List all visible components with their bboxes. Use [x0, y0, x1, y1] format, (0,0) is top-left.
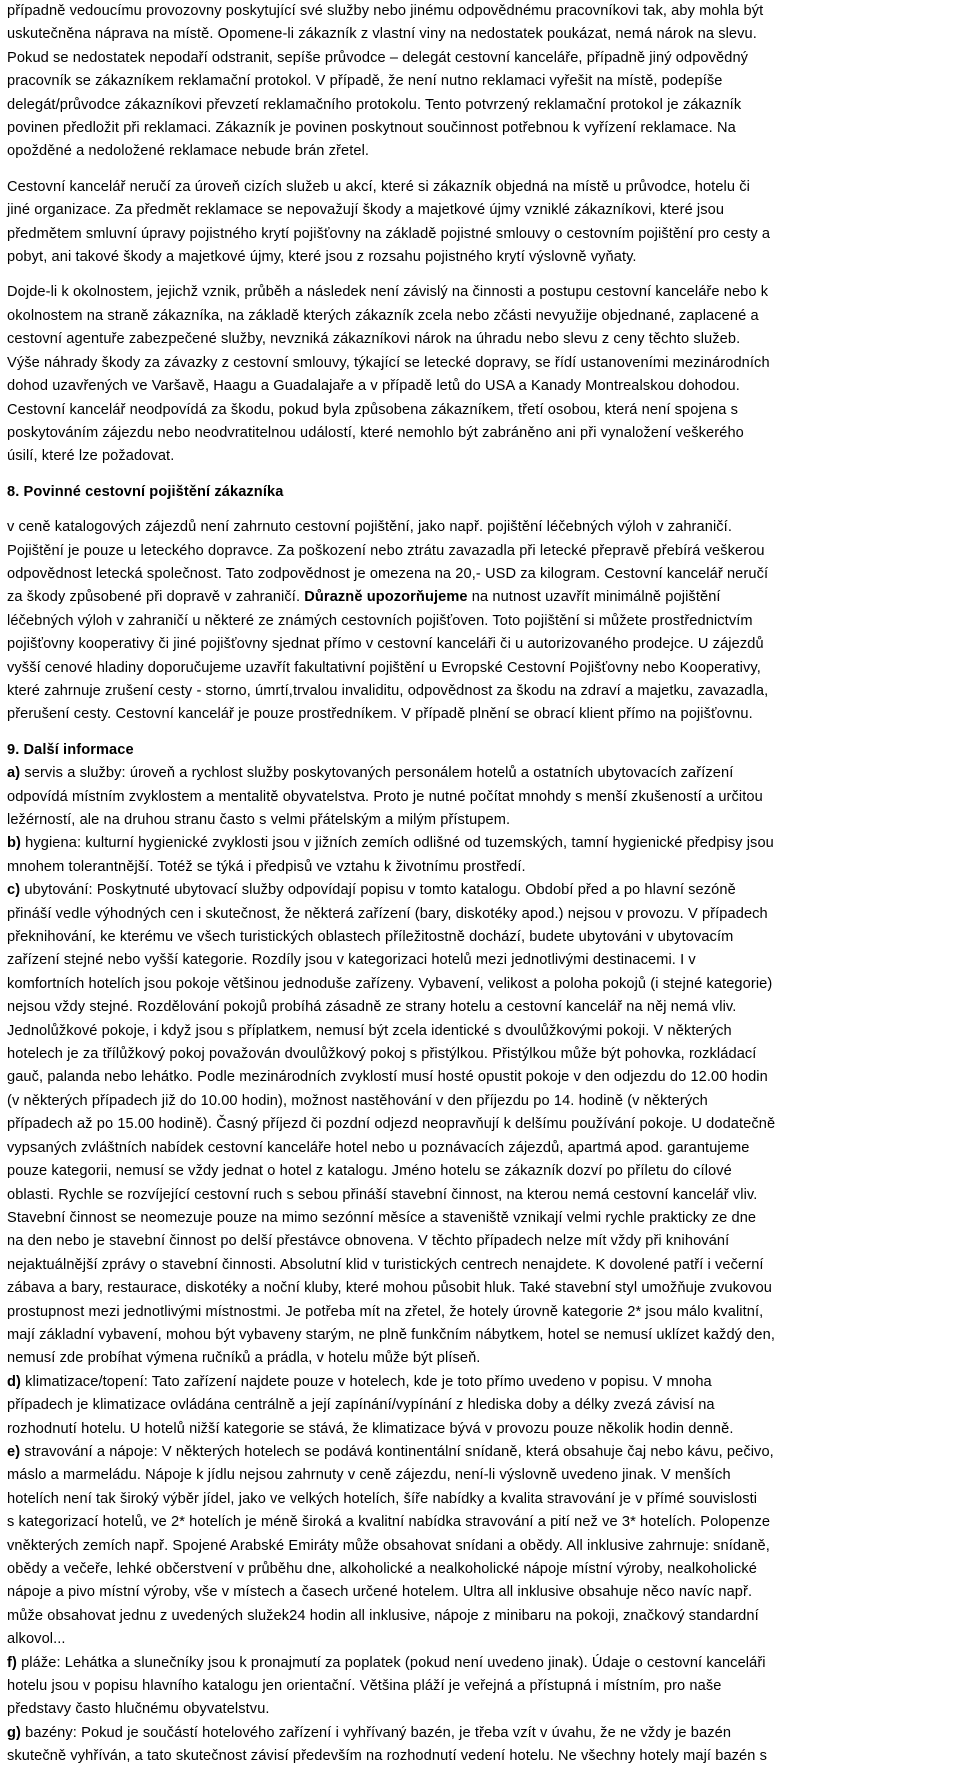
info-item [7, 1652, 952, 1722]
text-line: Stavební činnost se neomezuje pouze na mimo sezónní měsíce a staveniště vznikají velmi rychle prakticky ze dne [7, 1209, 757, 1226]
text-line: úsilí, které lze požadovat. [7, 448, 175, 465]
text-fragment: bazény: Pokud je součástí hotelového zařízení i vyhřívaný bazén, je třeba vzít v úvahu, že ne vždy je bazén [20, 1724, 732, 1741]
text-line: nápoje a pivo místní výroby, vše v místech a časech určené hotelem. Ultra all inklusive obsahuje něco navíc např. [7, 1584, 753, 1601]
text-fragment: na nutnost uzavřít minimálně pojištění [467, 589, 721, 606]
text-line: nemusí zde probíhat výmena ručníků a prádla, v hotelu může být plíseň. [7, 1350, 481, 1367]
section-8-heading: 8. Povinné cestovní pojištění zákazníka [7, 483, 284, 500]
text-line: poskytováním zájezdu nebo neodvratitelnou událostí, které nemohlo být zabráněno ani při vynaložení veškerého [7, 424, 744, 441]
info-item-first-line [7, 1441, 952, 1464]
text-line: gauč, palanda nebo lehátko. Podle mezinárodních zvyklostí musí hosté opustit pokoje v den odjezdu do 12.00 hodin [7, 1069, 768, 1086]
text-line: zařízení stejné nebo vyšší kategorie. Rozdíly jsou v kategorizaci hotelů mezi jednotlivými destinacemi. I v [7, 952, 696, 969]
emphasis-text: Důrazně upozorňujeme [304, 589, 468, 606]
text-line: vypsaných zvláštních nabídek cestovní kanceláře hotel nebo u poznávacích zájezdů, apartmá apod. garantujeme [7, 1139, 750, 1156]
text-line: hotelech je za třílůžkový pokoj považován dvoulůžkový pokoj s přistýlkou. Přistýlkou může být pohovka, rozkládací [7, 1046, 757, 1063]
text-fragment: klimatizace/topení: Tato zařízení najdete pouze v hotelech, kde je toto přímo uvedeno v popisu. V mnoha [20, 1373, 712, 1390]
text-line: rozhodnutí hotelu. U hotelů nižší kategorie se stává, že klimatizace bývá v provozu pouze několik hodin denně. [7, 1420, 734, 1437]
text-line: Pokud se nedostatek nepodaří odstranit, sepíše průvodce – delegát cestovní kanceláře, případně jiný odpovědný [7, 49, 749, 66]
text-line: (v některých případech již do 10.00 hodin), možnost nastěhování v den příjezdu po 14. hodině (v některých [7, 1092, 708, 1109]
text-fragment: pláže: Lehátka a slunečníky jsou k pronajmutí za poplatek (pokud není uvedeno jinak). Údaje o cestovní kanceláři [16, 1654, 766, 1671]
text-line: oblasti. Rychle se rozvíjející cestovní ruch s sebou přináší stavební činnost, na kterou nemá cestovní kancelář vliv. [7, 1186, 758, 1203]
text-line: může obsahovat jednu z uvedených služek24 hodin all inklusive, nápoje z minibaru na pokoji, značkový standardní [7, 1607, 759, 1624]
text-line-emphasis [7, 586, 952, 609]
info-item [7, 762, 952, 832]
text-line: Cestovní kancelář neodpovídá za škodu, pokud byla způsobena zákazníkem, třetí osobou, která není spojena s [7, 401, 739, 418]
info-item-first-line [7, 832, 952, 855]
text-line: okolnostem na straně zákazníka, na základě kterých zákazník zcela nebo zčásti nevyužije objednané, zaplacené a [7, 307, 759, 324]
info-item [7, 879, 952, 1371]
text-line: hotelu jsou v popisu hlavního katalogu jen orientační. Většina pláží je veřejná a přístupná i místním, pro naše [7, 1678, 722, 1695]
text-line: případně vedoucímu provozovny poskytující své služby nebo jinému odpovědnému pracovníkovi tak, aby mohla být [7, 3, 764, 19]
info-item [7, 832, 952, 879]
info-item-letter: b) [7, 835, 21, 852]
text-fragment: stravování a nápoje: V některých hotelech se podává kontinentální snídaně, která obsahuje čaj nebo kávu, pečivo, [20, 1443, 774, 1460]
info-item-first-line [7, 1722, 952, 1745]
text-fragment: servis a služby: úroveň a rychlost služby poskytovaných personálem hotelů a ostatních ubytovacích zařízení [20, 765, 734, 782]
info-item [7, 1441, 952, 1652]
text-line: odpovídá místním zvyklostem a mentalitě obyvatelstva. Proto je nutné počítat mnohdy s menší zkušeností a určitou [7, 788, 763, 805]
text-line: alkovol... [7, 1631, 66, 1648]
text-line: jiné organizace. Za předmět reklamace se nepovažují škody a majetkové újmy vzniklé zákazníkovi, které jsou [7, 202, 725, 219]
text-line: Výše náhrady škody za závazky z cestovní smlouvy, týkající se letecké dopravy, se řídí ustanoveními mezinárodních [7, 354, 770, 371]
text-line: na den nebo je stavební činnost po delší přestávce obnovena. V těchto případech nelze mít vždy při knihování [7, 1233, 730, 1250]
text-line: překnihování, ke kterému ve všech turistických oblastech příležitostně dochází, budete ubytováni v ubytovacím [7, 929, 734, 946]
info-item-letter: c) [7, 882, 21, 899]
text-fragment: ubytování: Poskytnuté ubytovací služby odpovídají popisu v tomto katalogu. Období před a po hlavní sezóně [20, 882, 736, 899]
text-line: přerušení cesty. Cestovní kancelář je pouze prostředníkem. V případě plnění se obrací klient přímo na pojišťovnu. [7, 706, 753, 723]
text-line: Cestovní kancelář neručí za úroveň cizích služeb u akcí, které si zákazník objedná na místě u průvodce, hotelu či [7, 178, 750, 195]
info-item-first-line [7, 1652, 952, 1675]
text-line: opožděné a nedoložené reklamace nebude brán zřetel. [7, 143, 370, 160]
info-item-letter: d) [7, 1373, 21, 1390]
text-line: nejsou vždy stejné. Rozdělování pokojů probíhá zásadně ze strany hotelu a cestovní kancelář na něj nemá vliv. [7, 999, 737, 1016]
text-line: vyšší cenové hladiny doporučujeme uzavřít fakultativní pojištění u Evropské Cestovní Pojišťovny nebo Kooperativy, [7, 659, 761, 676]
paragraph-liability [7, 176, 952, 270]
text-line: pobyt, ani takové škody a majetkové újmy, které jsou z rozsahu pojistného krytí výslovně vyňaty. [7, 249, 637, 266]
paragraph-circumstances [7, 281, 952, 468]
text-line: vněkterých zemích např. Spojené Arabské Emiráty může obsahovat snídani a obědy. All inklusive zahrnuje: snídaně, [7, 1537, 770, 1554]
text-line: obědy a večeře, lehké občerstvení v průběhu dne, alkoholické a nealkoholické nápoje místní výroby, nealkoholické [7, 1561, 757, 1577]
text-line: představy často hlučnému obyvatelstvu. [7, 1701, 270, 1718]
text-line: Jednolůžkové pokoje, i když jsou s příplatkem, nemusí být zcela identické s dvoulůžkovými pokoji. V některých [7, 1022, 732, 1039]
text-line: ležérností, ale na druhou stranu často s velmi přátelským a milým přístupem. [7, 812, 511, 828]
text-line: s kategorizací hotelů, ve 2* hotelích je méně široká a kvalitní nabídka stravování a pití než ve 3* hotelích. Polopenze [7, 1514, 771, 1531]
info-item-letter: e) [7, 1443, 21, 1460]
text-line: mají základní vybavení, mohou být vybaveny starým, ne plně funkčním nábytkem, hotel se nemusí uklízet každý den, [7, 1326, 776, 1343]
info-item-first-line [7, 762, 952, 785]
text-line: povinen předložit při reklamaci. Zákazník je povinen poskytnout součinnost potřebnou k vyřízení reklamace. Na [7, 120, 736, 137]
text-line: které zahrnuje zrušení cesty - storno, úmrtí,trvalou invaliditu, odpovědnost za škodu na zdraví a majetku, zavazadla, [7, 682, 769, 699]
text-line: předmětem smluvní úpravy pojistného krytí pojišťovny na základě pojistné smlouvy o cestovním pojištění pro cesty a [7, 225, 771, 242]
info-item-letter: f) [7, 1654, 17, 1671]
text-line: případech až po 15.00 hodině). Časný příjezd či pozdní odjezd neopravňují k delšímu používání pokoje. U dodatečně [7, 1116, 776, 1133]
text-line: komfortních hotelích jsou pokoje většinou jednoduše zařízeny. Vybavení, velikost a poloha pokojů (i stejné kategorie) [7, 975, 773, 992]
paragraph-complaints [7, 0, 952, 164]
text-line: nejaktuálnější zprávy o stavební činnosti. Absolutní klid v turistických centrech nenajdete. K dovolené patří i večerní [7, 1256, 764, 1273]
text-line: hotelích není tak široký výběr jídel, jako ve velkých hotelích, šíře nabídky a kvalita stravování je v přímé souvislosti [7, 1490, 758, 1507]
text-fragment: za škody způsobené při dopravě v zahraničí. [7, 589, 305, 606]
info-item-first-line [7, 1371, 952, 1394]
text-line: léčebných výloh v zahraničí u některé ze známých cestovních pojišťoven. Toto pojištění si můžete prostřednictvím [7, 612, 753, 629]
info-item [7, 1371, 952, 1441]
text-line: pracovník se zákazníkem reklamační protokol. V případě, že není nutno reklamaci vyřešit na místě, podepíše [7, 73, 723, 90]
info-item-letter: a) [7, 765, 21, 782]
text-line: přináší vedle výhodných cen i skutečnost, že některá zařízení (bary, diskotéky apod.) nejsou v provozu. V případech [7, 905, 768, 922]
info-item-first-line [7, 879, 952, 902]
text-line: Dojde-li k okolnostem, jejichž vznik, průběh a následek není závislý na činnosti a postupu cestovní kanceláře nebo k [7, 284, 769, 301]
text-line: odpovědnost letecká společnost. Tato zodpovědnost je omezena na 20,- USD za kilogram. Cestovní kancelář neručí [7, 565, 769, 582]
text-line: Pojištění je pouze u leteckého dopravce. Za poškození nebo ztrátu zavazadla při letecké přepravě přebírá veškerou [7, 542, 765, 559]
text-line: uskutečněna náprava na místě. Opomene-li zákazník z vlastní viny na nedostatek poukázat, nemá nárok na slevu. [7, 26, 757, 43]
info-item [7, 1722, 952, 1769]
text-line: skutečně vyhříván, a tato skutečnost závisí především na rozhodnutí vedení hotelu. Ne všechny hotely mají bazén s [7, 1748, 768, 1765]
text-line: pouze kategorii, nemusí se vždy jednat o hotel z katalogu. Jméno hotelu se zákazník dozví po příletu do cílové [7, 1163, 732, 1180]
text-line: případech je klimatizace ovládána centrálně a její zapínání/vypínání z hlediska doby a délky zvezá závisí na [7, 1397, 715, 1414]
text-line: zábava a bary, restaurace, diskotéky a noční kluby, které mohou působit hluk. Také stavební styl umožňuje zvukovou [7, 1280, 773, 1297]
text-line: dohod uzavřených ve Varšavě, Haagu a Guadalajaře a v případě letů do USA a Kanady Montrealskou dohodou. [7, 378, 740, 395]
section-9-heading: 9. Další informace [7, 741, 134, 758]
info-item-letter: g) [7, 1724, 21, 1741]
text-line: máslo a marmeládu. Nápoje k jídlu nejsou zahrnuty v ceně zájezdu, není-li výslovně uvedeno jinak. V menších [7, 1467, 731, 1484]
text-fragment: hygiena: kulturní hygienické zvyklosti jsou v jižních zemích odlišné od tuzemských, tamní hygienické předpisy jsou [20, 835, 774, 852]
text-line: delegát/průvodce zákazníkovi převzetí reklamačního protokolu. Tento potvrzený reklamační protokol je zákazník [7, 96, 742, 113]
text-line: prostupnost mezi jednotlivými místnostmi. Je potřeba mít na zřetel, že hotely úrovně kategorie 2* jsou málo kvalitní, [7, 1303, 764, 1320]
text-line: mnohem tolerantnější. Totéž se týká i předpisů ve vztahu k životnímu prostředí. [7, 858, 526, 875]
paragraph-insurance [7, 516, 952, 727]
text-line: v ceně katalogových zájezdů není zahrnuto cestovní pojištění, jako např. pojištění léčebných výloh v zahraničí. [7, 519, 732, 536]
text-line: cestovní agentuře zabezpečené služby, nevzniká zákazníkovi nárok na úhradu nebo slevu z ceny těchto služeb. [7, 331, 741, 348]
info-items-list [7, 762, 952, 1768]
text-line: pojišťovny kooperativy či jiné pojišťovny sjednat přímo v cestovní kanceláři či u autorizovaného prodejce. U zájezdů [7, 636, 764, 653]
